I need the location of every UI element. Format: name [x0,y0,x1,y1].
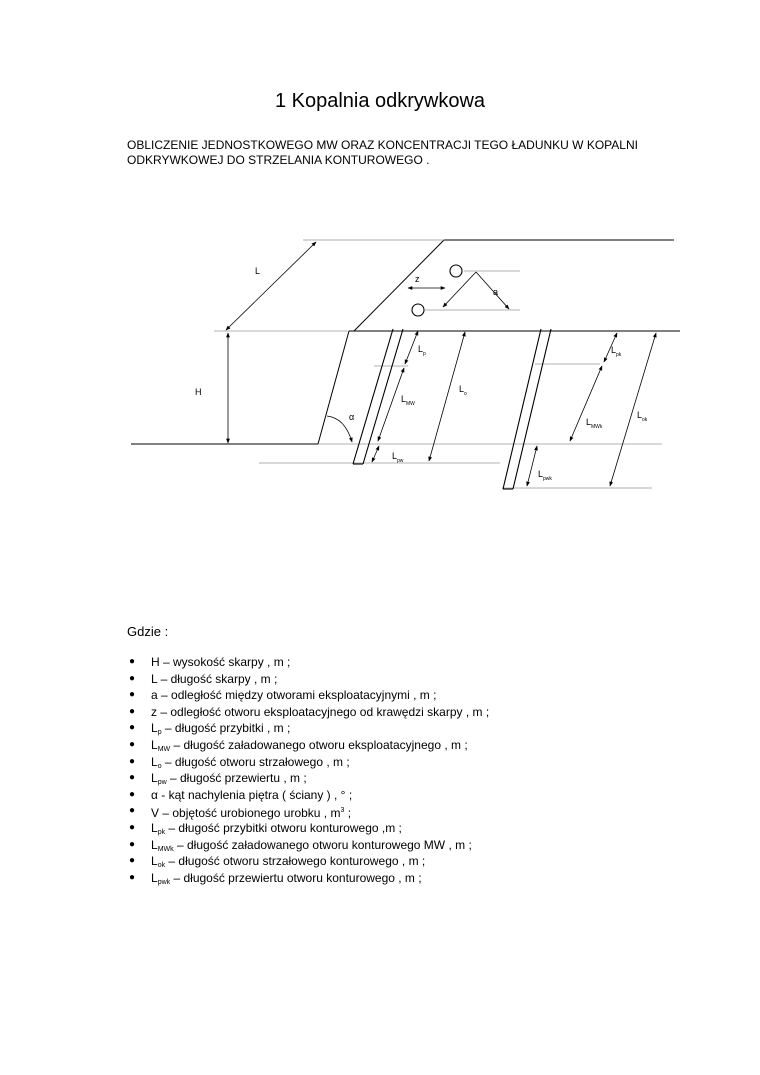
legend-description: – długość przybitki otworu konturowego ,m ; [165,820,402,835]
legend-item [127,671,489,688]
label-a: a [493,287,499,297]
label-LMWk: $L_{MWk}$ [586,417,603,430]
legend-subscript: p [157,729,162,737]
legend-item [127,787,489,804]
label-Lo: $L_o$ [459,384,467,397]
legend-description: – długość załadowanego otworu eksploatacyjnego , m ; [170,737,468,752]
legend-symbol: L [151,737,158,752]
label-Lpw: $L_{pw}$ [392,451,404,464]
bullet-icon: ● [129,805,136,817]
legend-symbol: L [151,771,158,786]
legend-item [127,737,489,754]
legend-item [127,754,489,771]
legend-description: – długość otworu strzałowego konturowego , m ; [165,854,426,869]
legend-symbol: L [151,671,158,686]
legend-description: – objętość urobionego urobku , m [159,806,341,821]
legend-symbol: z [151,704,157,719]
legend-description: – długość przybitki , m ; [161,721,291,736]
intro-line: ODKRYWKOWEJ DO STRZELANIA KONTUROWEGO . [127,153,430,167]
reference-lines [214,240,662,488]
legend-symbol: H [151,655,160,669]
legend-description: - kąt nachylenia piętra ( ściany ) , ° ; [157,787,353,802]
legend-heading: Gdzie : [127,624,169,639]
legend-description: – wysokość skarpy , m ; [159,655,291,669]
legend-item [127,654,489,671]
bullet-icon: ● [129,755,136,767]
bullet-icon: ● [129,821,136,833]
legend-symbol: L [151,754,158,769]
label-Lpk: $L_{pk}$ [611,345,622,358]
legend-symbol: L [151,854,158,869]
legend-item [127,720,489,737]
legend-description: – długość otworu strzałowego , m ; [161,754,350,769]
legend-subscript: MW [157,745,171,753]
page-title: 1 Kopalnia odkrywkowa [274,90,486,112]
legend-description: – długość skarpy , m ; [157,671,278,686]
legend-item [127,853,489,870]
bullet-icon: ● [129,689,136,701]
legend-item [127,820,489,837]
bullet-icon: ● [129,722,136,734]
label-H: H [195,387,202,397]
legend-item [127,870,489,887]
bullet-icon: ● [129,738,136,750]
legend-superscript: 3 [340,807,345,815]
bullet-icon: ● [129,838,136,850]
label-L: L [255,266,261,276]
legend-description: – długość załadowanego otworu konturowego MW , m ; [173,837,472,852]
intro-line: OBLICZENIE JEDNOSTKOWEGO MW ORAZ KONCENTRACJI TEGO ŁADUNKU W KOPALNI [127,138,638,152]
legend-subscript: pw [157,779,167,787]
bullet-icon: ● [129,788,136,800]
legend-symbol: L [151,837,158,852]
label-z: z [415,274,420,284]
legend-item [127,837,489,854]
legend-description: – długość przewiertu , m ; [166,771,307,786]
bullet-icon: ● [129,855,136,867]
label-LMW: $L_{MW}$ [401,394,415,407]
legend-subscript: ok [157,862,166,870]
bullet-icon: ● [129,656,136,667]
legend-symbol: a [151,688,158,703]
legend-item [127,770,489,787]
legend-symbol: L [151,870,158,885]
legend-symbol: L [151,721,158,736]
legend-tail: ; [344,806,352,821]
legend-description: – długość przewiertu otworu konturowego , m ; [170,870,422,885]
label-Lpwk: $L_{pwk}$ [538,469,552,482]
legend-symbol: α [151,787,158,802]
diagram-labels [195,266,648,482]
legend-subscript: o [157,762,162,770]
label-Lok: $L_{ok}$ [637,410,648,423]
legend-item [127,803,489,820]
terrain-profile [131,240,680,444]
legend-symbol: V [151,806,160,821]
blast-holes [353,329,551,489]
legend-list [127,654,489,886]
hole-markers [412,265,462,316]
legend-description: – odległość między otworami eksploatacyjnymi , m ; [157,688,437,703]
legend-description: – odległość otworu eksploatacyjnego od krawędzi skarpy , m ; [157,704,490,719]
legend-subscript: MWk [157,845,174,853]
label-alpha: α [349,412,355,422]
bullet-icon: ● [129,871,136,883]
bullet-icon: ● [129,772,136,784]
label-Lp: $L_p$ [418,344,426,357]
legend-subscript: pwk [157,878,171,886]
bullet-icon: ● [129,672,136,684]
legend-subscript: pk [157,828,166,836]
legend-item [127,704,489,721]
legend-item [127,687,489,704]
bullet-icon: ● [129,705,136,717]
legend-symbol: L [151,820,158,835]
